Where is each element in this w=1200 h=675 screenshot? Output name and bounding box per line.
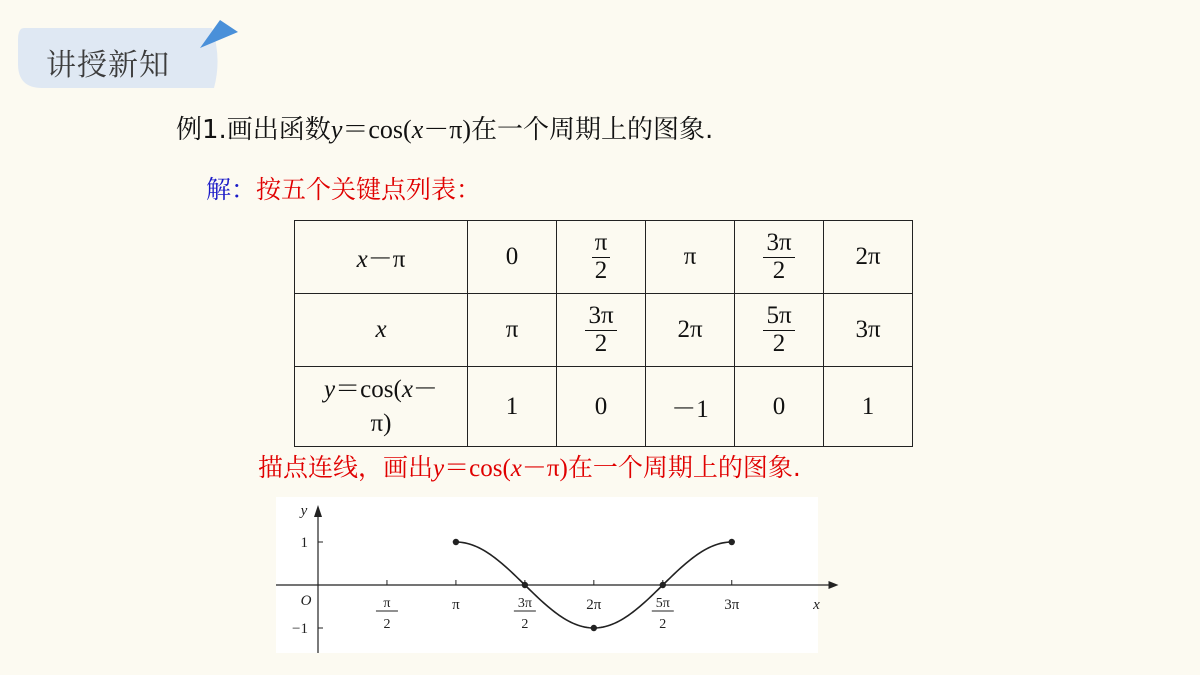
- x-axis-arrow: [829, 581, 839, 589]
- x-tick-label: 2π: [586, 597, 602, 613]
- key-point: [453, 539, 459, 545]
- table-row: [295, 294, 913, 367]
- example-suffix: 在一个周期上的图象.: [471, 115, 714, 145]
- key-point: [729, 539, 735, 545]
- conclusion-y: y: [433, 455, 445, 482]
- table-cell: 0: [735, 367, 824, 447]
- x-tick-label-den: 2: [383, 617, 391, 632]
- graph-svg: [276, 497, 818, 653]
- table-cell: $\frac{3\pi}{2}$: [557, 294, 646, 367]
- x-tick-label-num: π: [383, 596, 391, 611]
- conclusion-eq: ＝cos(: [444, 455, 511, 482]
- origin-label: O: [300, 593, 312, 609]
- value-table: [294, 220, 913, 447]
- table-header-cell: y＝cos(x－ π): [295, 367, 468, 447]
- table-row: [295, 221, 913, 294]
- conclusion-suffix: 在一个周期上的图象.: [567, 453, 801, 482]
- example-eq: ＝cos(: [342, 115, 412, 144]
- table-cell: 2π: [824, 221, 913, 294]
- conclusion-line: [258, 448, 801, 484]
- table-cell: 1: [468, 367, 557, 447]
- x-tick-label: π: [452, 597, 460, 613]
- x-axis-label: x: [813, 597, 820, 613]
- key-point: [522, 582, 528, 588]
- table-cell: $\frac{5\pi}{2}$: [735, 294, 824, 367]
- cosine-graph: [276, 497, 818, 653]
- badge-title: 讲授新知: [46, 48, 170, 83]
- x-tick-label-num: 5π: [655, 596, 670, 611]
- example-prefix: 例1.画出函数: [176, 115, 331, 145]
- table-cell: π: [646, 221, 735, 294]
- example-y: y: [330, 115, 343, 144]
- x-tick-label: 3π: [724, 597, 740, 613]
- example-line: [176, 109, 713, 146]
- y-axis-arrow: [314, 505, 322, 517]
- table-cell: π: [468, 294, 557, 367]
- solution-text: 按五个关键点列表：: [256, 175, 482, 204]
- solution-label: 解：: [206, 175, 257, 204]
- y-axis-label: y: [300, 503, 308, 519]
- key-point: [660, 582, 666, 588]
- table-row: [295, 367, 913, 447]
- conclusion-x: x: [510, 455, 522, 482]
- table-header-cell: x: [295, 294, 468, 367]
- key-point: [591, 625, 597, 631]
- table-cell: 2π: [646, 294, 735, 367]
- example-x: x: [411, 115, 424, 144]
- x-tick-label-den: 2: [521, 617, 529, 632]
- y-tick-label: 1: [300, 535, 308, 551]
- y-tick-label: −1: [292, 621, 308, 637]
- table-cell: －1: [646, 367, 735, 447]
- conclusion-minus-pi: －π): [521, 455, 568, 482]
- solution-line: [206, 170, 481, 206]
- x-tick-label-den: 2: [659, 617, 667, 632]
- table-cell: 3π: [824, 294, 913, 367]
- table-cell: 0: [468, 221, 557, 294]
- x-tick-label-num: 3π: [517, 596, 532, 611]
- table-cell: 1: [824, 367, 913, 447]
- section-badge: [16, 18, 220, 88]
- table-header-cell: x－π: [295, 221, 468, 294]
- table-cell: $\frac{3\pi}{2}$: [735, 221, 824, 294]
- conclusion-prefix: 描点连线，画出: [258, 453, 434, 482]
- example-minus-pi: －π): [423, 115, 472, 144]
- table-cell: $\frac{\pi}{2}$: [557, 221, 646, 294]
- table-cell: 0: [557, 367, 646, 447]
